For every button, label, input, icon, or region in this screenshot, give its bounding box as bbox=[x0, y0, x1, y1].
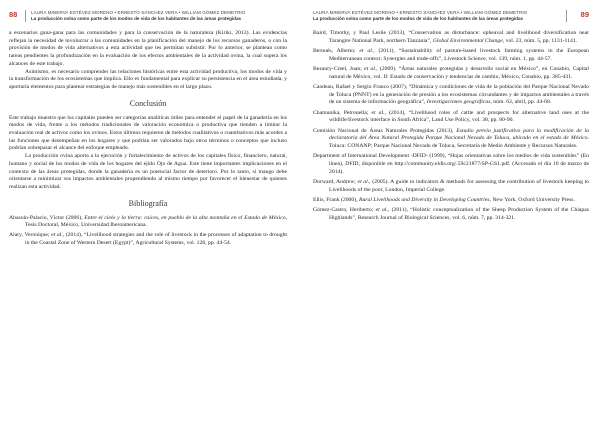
reference-entry: Baird, Timothy, y Paul Leslie (2013), “Conservation as disturbance: upheaval and livelihood diversification near Tarangire National Park, northern Tanzania”, Global Environmental Change, vol. 23, núm. 5, pp. 1131-1141. bbox=[313, 30, 589, 44]
left-page-body bbox=[9, 30, 287, 248]
reference-entry: Dorward, Andrew; et al., (2005). A guide to indicators & methods for assessing the contribution of livestock keeping to Livelihoods of the poor, London, Imperial College. bbox=[313, 179, 590, 193]
left-header-title: La producción ovina como parte de los modos de vida de los habitantes de las áreas protegidas bbox=[31, 16, 242, 21]
body-paragraph: Asimismo, es necesario comprender las relaciones históricas entre esta actividad productiva, los modos de vida y la transformación de los ecosistemas que implica. Ello es fundamental para explicar su persistencia en el área estudiada, y aportaría elementos para plantear estrategias de manejo más sostenibles en el largo plazo. bbox=[9, 68, 287, 90]
left-header-authors: LAURA MINERVA ESTÉVEZ MORENO • ERNESTO SÁNCHEZ VERA • WILLIAM GÓMEZ DEMETRIO bbox=[31, 10, 246, 15]
conclusion-paragraph: La producción ovina aporta a la ejecución y fortalecimiento de activos de los capitales físico, financiero, natural, humano y social de los modos de vida de los hogares del ejido Ojo de Agua. Este tiene importantes implicaciones en el contexto de las áreas protegidas, donde la ganadería es un potencial factor de deterioro. Por lo tanto, si mango debe orientarse a minimizar sus impactos ambientales propendiendo al mismo tiempo por favorecer el bienestar de quienes realizan esta actividad. bbox=[9, 153, 287, 190]
right-running-header bbox=[313, 10, 567, 22]
reference-entry: Ellis, Frank (2000), Rural Livelihoods and Diversity in Developing Countries, New York, Oxford University Press. bbox=[313, 197, 575, 204]
reference-entry: Alary, Veronique; et al., (2014), “Livelihood strategies and the role of livestock in the processes of adaptation to drought in the Coastal Zone of Western Desert (Egypt)”, Agricultural Systems, vol. 128, pp. 44-54. bbox=[9, 232, 288, 247]
conclusion-paragraph: Este trabajo muestra que los capitales pueden ser categorías analíticas útiles para entender el papel de la ganadería en los modos de vida, frente a los métodos tradicionales de valoración económica o productiva que tienden a limitar la evaluación real de activos como los ovinos. Estos últimos requieren de métodos cualitativos o cuantitativos más acordes a las funciones que desempeñan en los hogares y que podrían ser valorados bajo otros términos o conceptos que incluso podrían sobrepasar el alcance del enfoque empleado. bbox=[9, 114, 287, 152]
reference-entry: Bernués, Alberto; et al., (2011), “Sustainability of pasture-based livestock farming systems in the European Mediterranean context: Synergies and trade-offs”, Livestock Science, vol. 139, núm. 1, pp. 44-57. bbox=[313, 48, 590, 62]
conclusion-heading: Conclusión bbox=[129, 98, 167, 108]
reference-entry: Chamunika, Petronella; et al., (2014), “Livelihood roles of cattle and prospects for alternative land uses at the wildlife/livestock interface in South Africa”, Land Use Policy, vol. 38, pp. 80-90. bbox=[313, 109, 589, 124]
right-page-header bbox=[313, 0, 589, 30]
right-header-authors: LAURA MINERVA ESTÉVEZ MORENO • ERNESTO SÁNCHEZ VERA • WILLIAM GÓMEZ DEMETRIO bbox=[313, 10, 528, 15]
right-header-title: La producción ovina como parte de los modos de vida de los habitantes de las áreas protegidas bbox=[313, 16, 524, 21]
body-paragraph: a escenarios gana-gana para las comunidades y para la conservación de la naturaleza (Kiriki, 2013). Las evidencias reflejan la necesidad de involucrar a las comunidades en la planificación del manejo de los recursos ganaderos, o con la provisión de modos de vida alternativos a esta actividad que les permitan subsistir. Por lo anterior, se plantean como tareas pendientes la profundización en la evaluación de los efectos ambientales de la actividad ovina, la cual supera los alcances de este trabajo. bbox=[9, 30, 287, 67]
reference-entry: Abasolo-Palacio, Víctor (2006), Entre el cielo y la tierra: raíces, en pueblo de la alta montaña en el Estado de México, Tesis Doctoral, México, Universidad Iberoamericana. bbox=[9, 214, 287, 229]
bibliography-heading: Bibliografía bbox=[128, 198, 168, 208]
reference-entry: Gómez-Castro, Heriberto; et al., (2011), “Holistic conceptualization of the Sheep Production System of the Chiapas Highlands”, Research Journal of Biological Sciences, vol. 6, núm. 7, pp. 314-321. bbox=[313, 207, 590, 222]
reference-entry: Comisión Nacional de Áreas Naturales Protegidas (2013), Estudio previo justificativo para la modificación de la declaratoria del Área Natural Protegida Parque Nacional Nevado de Toluca, ubicado en el estado de México. Toluca: CONANP; Parque Nacional Nevado de Toluca, Secretaría de Medio Ambiente y Recursos Naturales. bbox=[313, 127, 589, 150]
reference-entry: Department of International Development -DFID- (1999), “Hojas orientativas sobre los medios de vida sostenibles” (En línea), DFID, disponible en http://community.eldis.org/.59c21877/SP-GS1.pdf. (Accesado el día 10 de marzo de 2014). bbox=[313, 153, 589, 175]
reference-entry: Candeau, Rafael y Sergio Franco (2007), “Dinámica y condiciones de vida de la población del Parque Nacional Nevado de Toluca (PNNT) en la generación de presión a los ecosistemas circundantes y de impactos ambientales a través de un sistema de información geográfica”, Investigaciones geográficas, núm. 62, abril, pp. 44-68. bbox=[313, 84, 589, 106]
left-page-number: 88 bbox=[9, 10, 18, 19]
left-running-header bbox=[25, 10, 287, 22]
right-page-number: 89 bbox=[580, 10, 589, 19]
reference-entry: Bezaury-Creel, Juan; et al., (2009). “Áreas naturales protegidas y desarrollo social en México”, en Conabio, Capital natural de México, vol. II: Estado de conservación y tendencias de cambio, México, Conabio, pp. 385-431. bbox=[313, 66, 590, 80]
left-page-header bbox=[9, 0, 287, 30]
right-page bbox=[300, 0, 600, 440]
right-page-body bbox=[313, 30, 589, 223]
